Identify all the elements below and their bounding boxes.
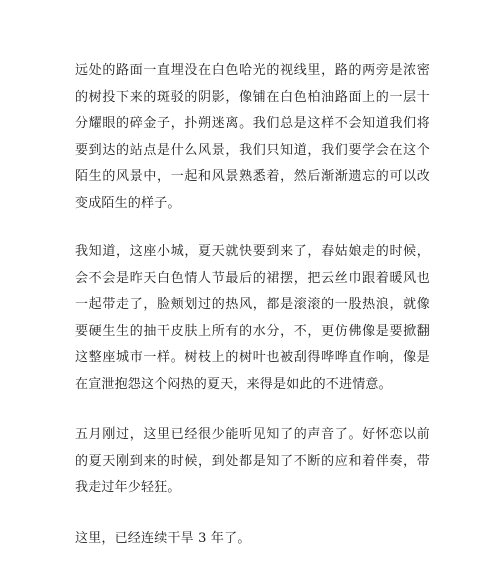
document-body <box>75 58 430 552</box>
paragraph-1: 远处的路面一直埋没在白色哈光的视线里，路的两旁是浓密的树投下来的斑驳的阴影，像铺在白色柏油路面上的一层十分耀眼的碎金子，扑朔迷离。我们总是这样不会知道我们将要到达的站点是什么风景，我们只知道，我们要学会在这个陌生的风景中，一起和风景熟悉着，然后渐渐遗忘的可以改变成陌生的样子。 <box>75 63 430 211</box>
paragraph-4: 这里，已经连续干旱 3 年了。 <box>75 530 251 546</box>
paragraph-3: 五月刚过，这里已经很少能听见知了的声音了。好怀恋以前的夏天刚到来的时候，到处都是知了不断的应和着伴奏，带我走过年少轻狂。 <box>75 427 430 495</box>
paragraph-2: 我知道，这座小城，夏天就快要到来了，春姑娘走的时候，会不会是昨天白色情人节最后的裙摆，把云丝巾跟着暖风也一起带走了，脸颊划过的热风，都是滚滚的一股热浪，就像要硬生生的抽干皮肤上所有的水分，不，更仿佛像是要掀翻这整座城市一样。树枝上的树叶也被刮得哗哗直作响，像是在宣泄抱怨这个闷热的夏天，来得是如此的不进情意。 <box>75 244 430 392</box>
